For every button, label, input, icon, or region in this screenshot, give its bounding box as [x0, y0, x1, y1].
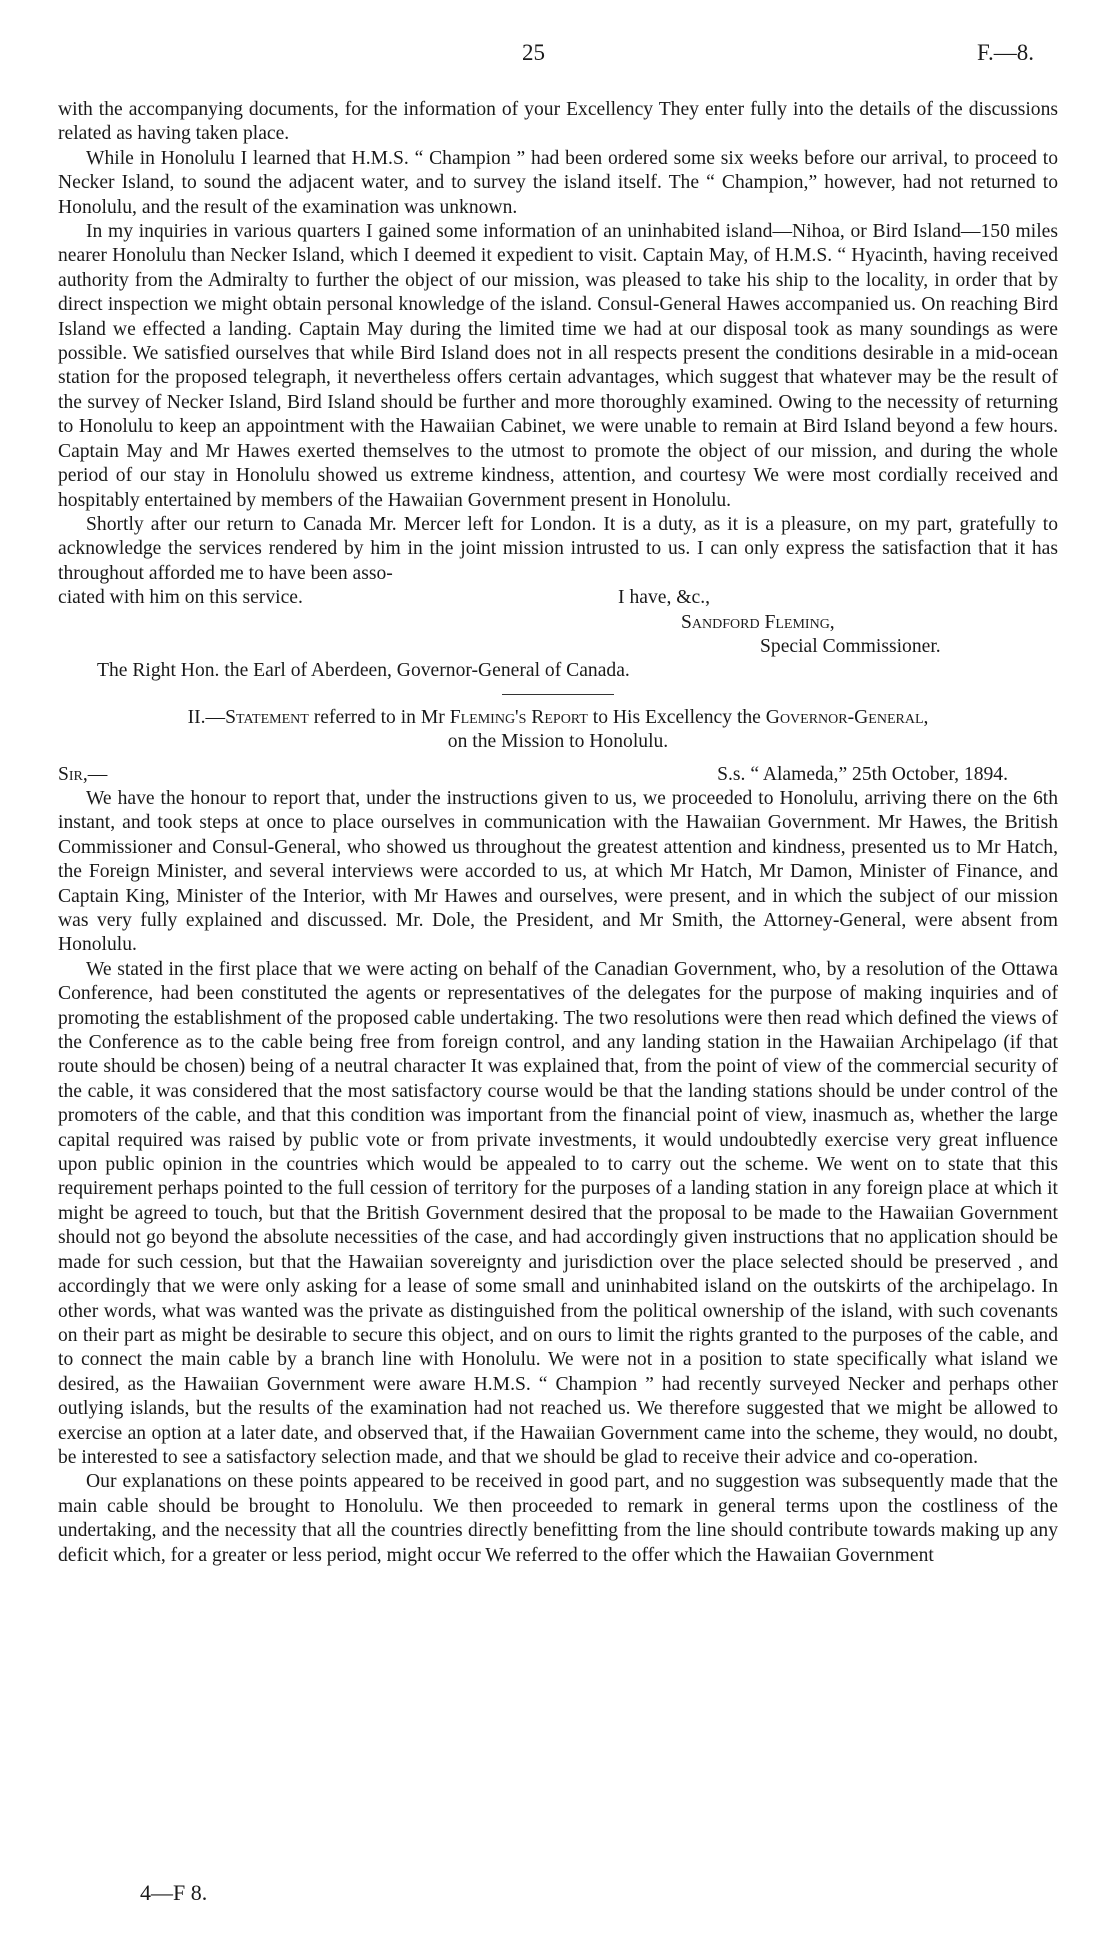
statement-paragraph: We stated in the first place that we were acting on behalf of the Canadian Government, who, by a resolution of the Ottawa Conference, had been constituted the agents or representatives of the delegates for the purpose of making inquiries and of promoting the establishment of the proposed cable undertaking. The two resolutions were then read which defined the views of the Conference as to the cable being free from foreign control, and any landing station in the Hawaiian Archipelago (if that route should be chosen) being of a neutral character It was explained that, from the point of view of the commercial security of the cable, it was considered that the most satisfactory course would be that the landing stations should be under control of the promoters of the cable, and that this condition was important from the financial point of view, inasmuch as, whether the large capital required was raised by public vote or from private investments, it would undoubtedly exercise very great influence upon public opinion in the countries which would be appealed to to carry out the scheme. We went on to state that this requirement perhaps pointed to the full cession of territory for the purposes of a landing station in any foreign place at which it might be agreed to touch, but that the British Government desired that the proposal to be made to the Hawaiian Government should not go beyond the absolute necessities of the case, and had accordingly given instructions that no application should be made for such cession, but that the Hawaiian sovereignty and jurisdiction over the place selected should be preserved , and accordingly that we were only asking for a lease of some small and uninhabited island on the outskirts of the archipelago. In other words, what was wanted was the private as distinguished from the political ownership of the island, with such covenants on their part as might be desirable to secure this object, and on ours to limit the rights granted to the purposes of the cable, and to connect the main cable by a branch line with Honolulu. We were not in a position to state specifically what island we desired, as the Hawaiian Government were aware H.M.S. “ Champion ” had recently surveyed Necker and perhaps other outlying islands, but the results of the examination had not reached us. We therefore suggested that we might be allowed to exercise an option at a later date, and observed that, if the Hawaiian Government came into the scheme, they would, no doubt, be interested to see a satisfactory selection made, and that we should be glad to receive their advice and co-operation.	[58, 958, 1058, 1468]
letter-paragraph: with the accompanying documents, for the information of your Excellency They enter fully into the details of the discussions related as having taken place.	[58, 99, 1058, 145]
document-body	[58, 98, 1058, 1568]
letter-closing: I have, &c.,	[618, 587, 710, 609]
statement-paragraph: We have the honour to report that, under the instructions given to us, we proceeded to Honolulu, arriving there on the 6th instant, and took steps at once to place ourselves in communication with the Hawaiian Government. Mr Hawes, the British Commissioner and Consul-General, who showed us throughout the greatest attention and kindness, presented us to Mr Hatch, the Foreign Minister, and several interviews were accorded to us, at which Mr Hatch, Mr Damon, Minister of Finance, and Captain King, Minister of the Interior, with Mr Hawes and ourselves, were present, and in which the subject of our mission was very fully explained and discussed. Mr. Dole, the President, and Mr Smith, the Attorney-General, were absent from Honolulu.	[58, 787, 1058, 956]
letter-last-line: ciated with him on this service.	[58, 587, 303, 609]
page-number: 25	[522, 40, 545, 65]
letter-closing-line	[58, 586, 1058, 610]
letter-paragraph: In my inquiries in various quarters I gained some information of an uninhabited island—Nihoa, or Bird Island—150 miles nearer Honolulu than Necker Island, which I deemed it expedient to visit. Captain May, of H.M.S. “ Hyacinth, having received authority from the Admiralty to further the object of our mission, was pleased to take his ship to the locality, in order that by direct inspection we might obtain personal knowledge of the island. Consul-General Hawes accompanied us. On reaching Bird Island we effected a landing. Captain May during the limited time we had at our disposal took as many soundings as were possible. We satisfied ourselves that while Bird Island does not in all respects present the conditions desirable in a mid-ocean station for the proposed telegraph, it nevertheless offers certain advantages, which suggest that whatever may be the result of the survey of Necker Island, Bird Island should be further and more thoroughly examined. Owing to the necessity of returning to Honolulu to keep an appointment with the Hawaiian Cabinet, we were unable to remain at Bird Island beyond a few hours. Captain May and Mr Hawes exerted themselves to the utmost to promote the object of our mission, and during the whole period of our stay in Honolulu showed us extreme kindness, attention, and courtesy We were most cordially received and hospitably entertained by members of the Hawaiian Government present in Honolulu.	[58, 221, 1058, 511]
page-header	[0, 40, 1114, 76]
statement-paragraph: Our explanations on these points appeared to be received in good part, and no suggestion was subsequently made that the main cable should be brought to Honolulu. We then proceeded to remark in general terms upon the costliness of the undertaking, and the necessity that all the countries directly benefitting from the line should contribute towards making up any deficit which, for a greater or less period, might occur We referred to the offer which the Hawaiian Government	[58, 1471, 1058, 1566]
letter-addressee: The Right Hon. the Earl of Aberdeen, Governor-General of Canada.	[97, 660, 630, 682]
signature-title: Special Commissioner.	[760, 635, 941, 657]
statement-heading-line2: on the Mission to Honolulu.	[447, 731, 669, 753]
document-reference: F.—8.	[977, 40, 1034, 65]
ship-and-date: S.s. “ Alameda,” 25th October, 1894.	[717, 763, 1008, 785]
signature-reference: 4—F 8.	[140, 1880, 208, 1905]
section-divider	[502, 694, 614, 695]
signature-name: Sandford Fleming,	[681, 611, 835, 633]
statement-heading: II.—Statement referred to in Mr Fleming's Report to His Excellency the Governor-General,	[187, 706, 929, 728]
statement-salutation-line	[58, 763, 1058, 787]
salutation: Sir,—	[58, 763, 108, 785]
letter-paragraph: Shortly after our return to Canada Mr. Mercer left for London. It is a duty, as it is a pleasure, on my part, gratefully to acknowledge the services rendered by him in the joint mission intrusted to us. I can only express the satisfaction that it has throughout afforded me to have been asso-	[58, 513, 1058, 584]
letter-paragraph: While in Honolulu I learned that H.M.S. “ Champion ” had been ordered some six weeks before our arrival, to proceed to Necker Island, to sound the adjacent water, and to survey the island itself. The “ Champion,” however, had not returned to Honolulu, and the result of the examination was unknown.	[58, 147, 1058, 218]
